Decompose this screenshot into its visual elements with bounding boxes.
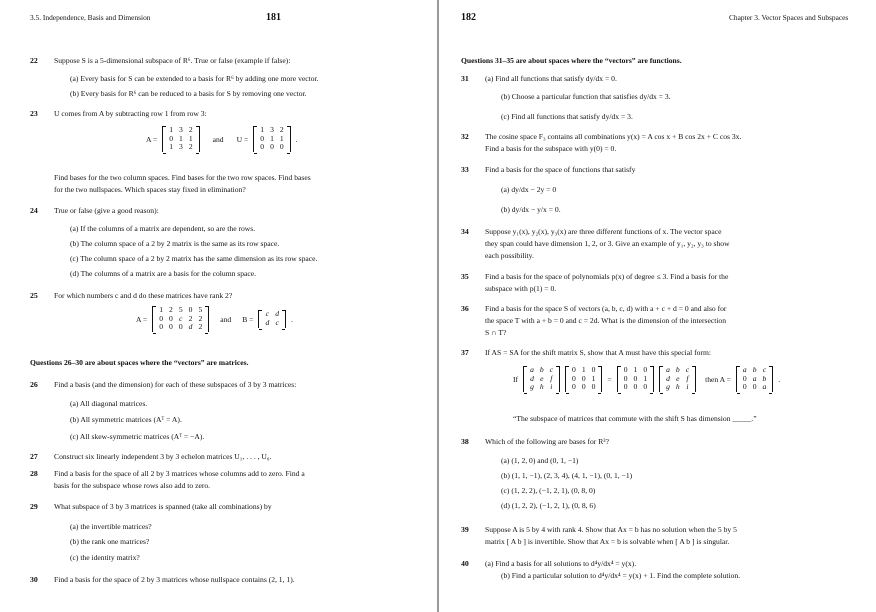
problem-text: S ∩ T? [485, 328, 507, 337]
problem-number: 39 [461, 525, 469, 534]
problem-number: 32 [461, 132, 469, 141]
matrix-entry: 2 [188, 313, 193, 323]
matrix-label: B = [242, 314, 254, 324]
matrix-entry: 1 [159, 305, 164, 314]
matrix-entry: g [530, 382, 534, 392]
problem-number: 25 [30, 291, 38, 300]
matrix-entry: 0 [159, 322, 164, 332]
matrix-entry: c [179, 313, 183, 323]
matrix-entry: d [530, 373, 534, 383]
matrix-entry: 0 [260, 133, 265, 143]
problem-number: 28 [30, 469, 38, 478]
matrix-entry: e [676, 373, 680, 383]
matrix-entry: d [188, 322, 193, 332]
problem-part: (d) The columns of a matrix are a basis for the column space. [70, 269, 257, 278]
problem-text: Suppose S is a 5-dimensional subspace of R⁶. True or false (example if false): [54, 56, 291, 65]
matrix-entry: 0 [643, 365, 648, 374]
left-page [0, 0, 437, 612]
matrix-entry: 1 [270, 133, 274, 143]
period: . [778, 374, 781, 384]
problem-part: (b) dy/dx − y/x = 0. [501, 205, 561, 214]
matrix-entry: 0 [633, 373, 638, 383]
matrix-entry: c [265, 309, 270, 319]
matrix-entry: 0 [169, 322, 173, 332]
matrix-entry: 2 [188, 125, 193, 134]
matrix-entry: c [549, 365, 554, 374]
matrix-b [258, 310, 286, 327]
problem-text: Construct six linearly independent 3 by 3 echelon matrices U₁, . . . , U₆. [54, 452, 272, 461]
matrix-entry: a [762, 382, 767, 392]
matrix-entry: 0 [643, 382, 648, 392]
problem-text: What subspace of 3 by 3 matrices is spanned (take all combinations) by [54, 502, 272, 511]
problem-number: 27 [30, 452, 38, 461]
matrix-entry: 1 [260, 125, 265, 134]
problem-text: Find a basis for the space of polynomials p(x) of degree ≤ 3. Find a basis for the [485, 272, 729, 281]
matrix-entry: 1 [179, 133, 183, 143]
problem-part: (d) (1, 2, 2), (−1, 2, 1), (0, 8, 6) [501, 501, 596, 510]
problem-number: 23 [30, 109, 38, 118]
problem-text: each possibility. [485, 251, 534, 260]
matrix-entry: 5 [178, 305, 183, 314]
matrix-entry: 0 [159, 313, 164, 323]
problem-number: 29 [30, 502, 38, 511]
matrix-equation-23 [146, 126, 298, 152]
matrix-entry: 0 [752, 382, 757, 392]
matrix-entry: b [762, 373, 767, 383]
matrix-entry: c [762, 365, 767, 374]
problem-text: the space T with a + b = 0 and c = 2d. What is the dimension of the intersection [485, 316, 727, 325]
problem-part: (b) Choose a particular function that satisfies dy/dx = 3. [501, 92, 671, 101]
matrix-entry: e [540, 373, 544, 383]
problem-text: Find a basis for the subspace with y(0) = 0. [485, 144, 617, 153]
matrix-entry: 0 [572, 365, 576, 374]
running-header: Chapter 3. Vector Spaces and Subspaces [729, 13, 849, 22]
problem-number: 33 [461, 165, 469, 174]
matrix-entry: 2 [198, 322, 203, 332]
if-text: If [513, 374, 519, 384]
matrix-equation-25 [136, 306, 293, 332]
problem-text: For which numbers c and d do these matrices have rank 2? [54, 291, 233, 300]
page-number: 181 [266, 12, 281, 23]
problem-part: (c) The column space of a 2 by 2 matrix has the same dimension as its row space. [70, 254, 318, 263]
problem-part: (a) (1, 2, 0) and (0, 1, −1) [501, 456, 579, 465]
matrix-entry: 2 [169, 305, 173, 314]
matrix-entry: 0 [623, 382, 628, 392]
matrix-equation-37 [513, 366, 780, 392]
matrix-entry: h [539, 382, 544, 392]
problem-text: (a) Find a basis for all solutions to d⁴y/dx⁴ = y(x). [485, 559, 637, 568]
matrix-entry: 0 [572, 382, 576, 392]
matrix-entry: 0 [188, 305, 193, 314]
problem-number: 35 [461, 272, 469, 281]
matrix-entry: 3 [270, 125, 274, 134]
matrix-entry: b [539, 365, 544, 374]
quote-text: “The subspace of matrices that commute with the shift S has dimension _____.” [513, 414, 757, 423]
problem-text: they span could have dimension 1, 2, or 3. Give an example of y₁, y₂, y₃ to show [485, 239, 730, 248]
problem-text: matrix [ A b ] is invertible. Show that Ax = b is solvable when [ A b ] is singular. [485, 537, 730, 546]
matrix-entry: 0 [279, 142, 284, 152]
matrix-entry: 0 [581, 373, 586, 383]
shift-matrix [617, 366, 654, 392]
and-text: and [220, 314, 232, 324]
problem-part: (c) All skew-symmetric matrices (Aᵀ = −A). [70, 432, 205, 441]
matrix-entry: 3 [179, 142, 183, 152]
matrix-entry: 0 [591, 365, 596, 374]
matrix-entry: 5 [198, 305, 203, 314]
period: . [295, 134, 298, 144]
problem-text: for the two nullspaces. Which spaces stay fixed in elimination? [54, 185, 246, 194]
matrix-entry: a [752, 373, 757, 383]
shift-matrix [565, 366, 602, 392]
matrix-entry: 2 [198, 313, 203, 323]
matrix-a-form [736, 366, 773, 392]
matrix-entry: f [550, 373, 553, 383]
section-heading: Questions 26–30 are about spaces where the “vectors” are matrices. [30, 358, 249, 367]
problem-text: Find a basis for the space of 2 by 3 matrices whose nullspace contains (2, 1, 1). [54, 575, 295, 584]
matrix-entry: b [675, 365, 680, 374]
matrix-label: A = [146, 134, 158, 144]
matrix-entry: 0 [169, 133, 174, 143]
matrix-entry: 1 [188, 133, 193, 143]
matrix-entry: 0 [260, 142, 265, 152]
problem-text: (a) Find all functions that satisfy dy/dx = 0. [485, 74, 617, 83]
and-text: and [212, 134, 224, 144]
matrix-entry: a [742, 365, 747, 374]
matrix-a [152, 306, 209, 332]
matrix-entry: 1 [643, 373, 648, 383]
problem-number: 34 [461, 227, 469, 236]
matrix-entry: 0 [591, 382, 596, 392]
matrix-entry: a [666, 365, 670, 374]
problem-part: (b) All symmetric matrices (Aᵀ = A). [70, 415, 182, 424]
problem-part: (a) Every basis for S can be extended to a basis for R⁶ by adding one more vector. [70, 74, 319, 83]
matrix-entry: c [685, 365, 690, 374]
matrix-label: A = [136, 314, 148, 324]
problem-number: 31 [461, 74, 469, 83]
matrix-entry: b [752, 365, 757, 374]
matrix-entry: 2 [188, 142, 193, 152]
problem-number: 40 [461, 559, 469, 568]
problem-text: Find a basis for the space S of vectors (a, b, c, d) with a + c + d = 0 and also for [485, 304, 727, 313]
matrix-entry: 2 [279, 125, 284, 134]
problem-part: (a) dy/dx − 2y = 0 [501, 185, 557, 194]
problem-text: Which of the following are bases for R³? [485, 437, 609, 446]
problem-part: (a) All diagonal matrices. [70, 399, 148, 408]
problem-part: (b) The column space of a 2 by 2 matrix is the same as its row space. [70, 239, 280, 248]
matrix-entry: 0 [581, 382, 586, 392]
problem-part: (c) (1, 2, 2), (−1, 2, 1), (0, 8, 0) [501, 486, 596, 495]
problem-part: (c) Find all functions that satisfy dy/dx = 3. [501, 112, 633, 121]
period: . [291, 314, 293, 324]
running-header: 3.5. Independence, Basis and Dimension [30, 13, 151, 22]
problem-number: 24 [30, 206, 38, 215]
page-number: 182 [461, 12, 476, 23]
matrix-entry: h [675, 382, 680, 392]
matrix-entry: 0 [742, 382, 747, 392]
problem-part: (b) Every basis for R⁶ can be reduced to a basis for S by removing one vector. [70, 89, 307, 98]
problem-number: 26 [30, 380, 38, 389]
problem-text: basis for the subspace whose rows also add to zero. [54, 481, 211, 490]
matrix-entry: 1 [279, 133, 284, 143]
matrix-entry: 1 [169, 125, 174, 134]
problem-text: Find a basis (and the dimension) for each of these subspaces of 3 by 3 matrices: [54, 380, 297, 389]
matrix-entry: i [550, 382, 553, 392]
matrix-m [523, 366, 560, 392]
matrix-entry: 1 [169, 142, 174, 152]
matrix-label: U = [236, 134, 249, 144]
matrix-entry: 0 [572, 373, 576, 383]
matrix-entry: i [686, 382, 689, 392]
problem-part: (b) Find a particular solution to d⁴y/dx⁴ = y(x) + 1. Find the complete solution. [501, 571, 741, 580]
problem-text: Suppose y₁(x), y₂(x), y₃(x) are three different functions of x. The vector space [485, 227, 722, 236]
matrix-entry: c [275, 318, 279, 328]
problem-text: Find a basis for the space of all 2 by 3 matrices whose columns add to zero. Find a [54, 469, 305, 478]
matrix-u [253, 126, 290, 152]
problem-text: Suppose A is 5 by 4 with rank 4. Show that Ax = b has no solution when the 5 by 5 [485, 525, 737, 534]
problem-text: U comes from A by subtracting row 1 from row 3: [54, 109, 207, 118]
matrix-entry: 0 [178, 322, 183, 332]
matrix-entry: 1 [633, 365, 638, 374]
problem-part: (a) If the columns of a matrix are dependent, so are the rows. [70, 224, 256, 233]
problem-text: Find bases for the two column spaces. Find bases for the two row spaces. Find bases [54, 173, 311, 182]
matrix-entry: 1 [581, 365, 586, 374]
problem-number: 36 [461, 304, 469, 313]
problem-number: 38 [461, 437, 469, 446]
matrix-m [659, 366, 696, 392]
matrix-entry: 0 [633, 382, 638, 392]
problem-number: 30 [30, 575, 38, 584]
problem-part: (c) the identity matrix? [70, 553, 140, 562]
problem-part: (b) (1, 1, −1), (2, 3, 4), (4, 1, −1), (0, 1, −1) [501, 471, 633, 480]
matrix-entry: 0 [742, 373, 747, 383]
matrix-entry: g [666, 382, 670, 392]
matrix-entry: 1 [591, 373, 596, 383]
matrix-entry: 0 [169, 313, 173, 323]
then-text: then A = [705, 374, 731, 384]
problem-text: The cosine space F₃ contains all combinations y(x) = A cos x + B cos 2x + C cos 3x. [485, 132, 742, 141]
matrix-entry: 0 [623, 373, 628, 383]
matrix-entry: d [666, 373, 670, 383]
matrix-entry: a [530, 365, 534, 374]
matrix-a [162, 126, 199, 152]
matrix-entry: d [275, 309, 280, 319]
matrix-entry: 0 [623, 365, 628, 374]
problem-text: True or false (give a good reason): [54, 206, 159, 215]
problem-number: 22 [30, 56, 38, 65]
problem-part: (b) the rank one matrices? [70, 537, 150, 546]
problem-text: Find a basis for the space of functions that satisfy [485, 165, 636, 174]
section-heading: Questions 31–35 are about spaces where the “vectors” are functions. [461, 56, 682, 65]
matrix-entry: d [265, 318, 270, 328]
problem-part: (a) the invertible matrices? [70, 522, 152, 531]
problem-number: 37 [461, 348, 469, 357]
equals-sign: = [607, 374, 612, 384]
matrix-entry: f [686, 373, 689, 383]
problem-text: subspace with p(1) = 0. [485, 284, 557, 293]
matrix-entry: 3 [179, 125, 183, 134]
right-page [439, 0, 876, 612]
problem-text: If AS = SA for the shift matrix S, show that A must have this special form: [485, 348, 711, 357]
matrix-entry: 0 [270, 142, 274, 152]
